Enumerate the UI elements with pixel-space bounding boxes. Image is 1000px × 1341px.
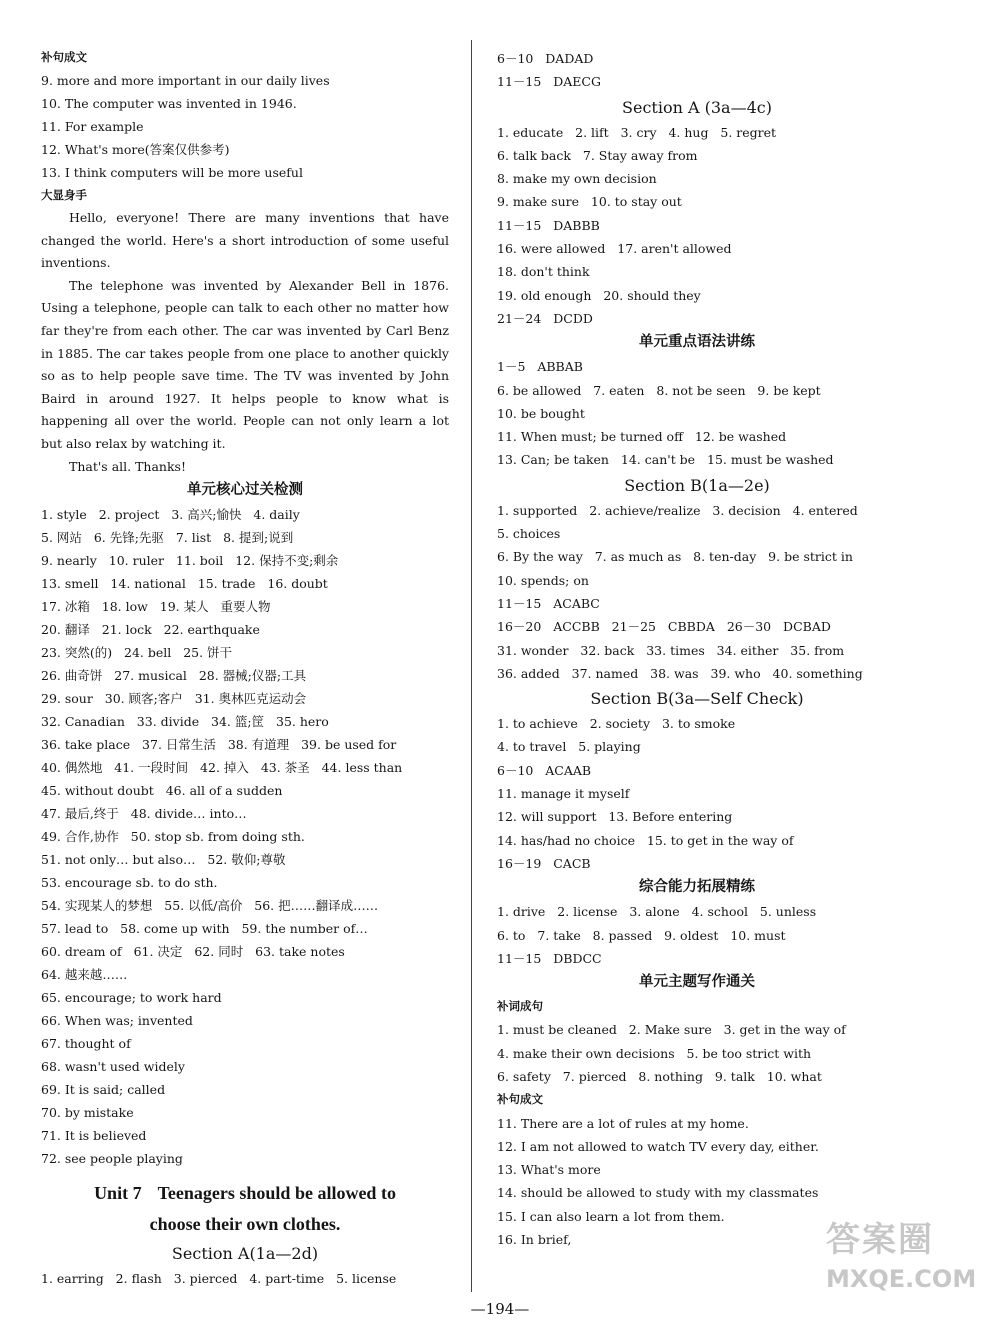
- unit-title: [41, 1178, 449, 1209]
- essay-paragraph: That's all. Thanks!: [69, 458, 186, 474]
- answer-line: 11. There are a lot of rules at my home.: [497, 1115, 749, 1131]
- right-column: [497, 47, 897, 1251]
- answer-line: 8. make my own decision: [497, 171, 657, 187]
- answer-line: 10. The computer was invented in 1946.: [41, 96, 297, 111]
- answer-line: 6. By the way 7. as much as 8. ten-day 9. be strict in: [497, 549, 853, 565]
- answer-line: 14. should be allowed to study with my classmates: [497, 1185, 819, 1201]
- answer-line: 69. It is said; called: [41, 1082, 166, 1098]
- section-heading: 单元核心过关检测: [187, 482, 303, 499]
- answer-line: 11. manage it myself: [497, 786, 630, 802]
- answer-line: 26. 曲奇饼 27. musical 28. 器械;仪器;工具: [41, 668, 307, 684]
- section-tag: 补句成文: [41, 50, 87, 64]
- answer-line: 12. What's more(答案仅供参考): [41, 142, 230, 157]
- answer-line: 16－19 CACB: [497, 855, 591, 871]
- answer-list: [41, 503, 449, 1170]
- answer-line: 9. more and more important in our daily lives: [41, 73, 330, 88]
- answer-line: 57. lead to 58. come up with 59. the number of…: [41, 921, 368, 937]
- answer-list: [497, 712, 897, 875]
- answer-line: 17. 冰箱 18. low 19. 某人 重要人物: [41, 599, 271, 615]
- answer-list: [41, 69, 449, 184]
- answer-line: 6. talk back 7. Stay away from: [497, 147, 698, 163]
- answer-line: 13. smell 14. national 15. trade 16. doubt: [41, 576, 328, 592]
- answer-line: 67. thought of: [41, 1036, 131, 1052]
- answer-line: 6. be allowed 7. eaten 8. not be seen 9. be kept: [497, 382, 821, 398]
- answer-line: 11. When must; be turned off 12. be washed: [497, 429, 787, 445]
- section-heading: Section B(3a—Self Check): [590, 689, 804, 709]
- answer-line: 31. wonder 32. back 33. times 34. either 35. from: [497, 642, 845, 658]
- answer-line: 45. without doubt 46. all of a sudden: [41, 783, 283, 799]
- answer-line: 5. 网站 6. 先锋;先驱 7. list 8. 提到;说到: [41, 530, 294, 546]
- answer-line: 1. earring 2. flash 3. pierced 4. part-time 5. license: [41, 1271, 397, 1287]
- answer-list: [497, 121, 897, 331]
- answer-line: 29. sour 30. 顾客;客户 31. 奥林匹克运动会: [41, 691, 307, 707]
- answer-line: 6. to 7. take 8. passed 9. oldest 10. must: [497, 927, 786, 943]
- answer-line: 12. I am not allowed to watch TV every day, either.: [497, 1138, 819, 1154]
- answer-line: 60. dream of 61. 决定 62. 同时 63. take notes: [41, 944, 345, 960]
- answer-line: 54. 实现某人的梦想 55. 以低/高价 56. 把……翻译成……: [41, 898, 379, 914]
- answer-line: 1－5 ABBAB: [497, 359, 583, 375]
- answer-line: 36. added 37. named 38. was 39. who 40. something: [497, 665, 863, 681]
- section-heading: 综合能力拓展精练: [639, 879, 755, 896]
- column-divider: [471, 40, 472, 1292]
- answer-line: 6－10 ACAAB: [497, 762, 592, 778]
- answer-line: 9. make sure 10. to stay out: [497, 194, 682, 210]
- answer-line: 21－24 DCDD: [497, 310, 593, 326]
- essay-paragraph: The telephone was invented by Alexander Bell in 1876. Using a telephone, people can talk to each other no matter how far they're from each other. The car was invented by Carl Benz in 1885. The car takes people from one place to another quickly so as to help people save time. The TV was invented by John Baird in around 1927. It helps people to know what is happening all over the world. People can not only learn a lot but also relax by watching it.: [41, 277, 449, 451]
- answer-line: 65. encourage; to work hard: [41, 990, 222, 1006]
- answer-line: 36. take place 37. 日常生活 38. 有道理 39. be used for: [41, 737, 397, 753]
- answer-line: 11－15 DABBB: [497, 217, 600, 233]
- answer-line: 1. educate 2. lift 3. cry 4. hug 5. regret: [497, 124, 777, 140]
- answer-line: 20. 翻译 21. lock 22. earthquake: [41, 622, 260, 638]
- answer-line: 68. wasn't used widely: [41, 1059, 185, 1075]
- answer-line: 16－20 ACCBB 21－25 CBBDA 26－30 DCBAD: [497, 619, 831, 635]
- answer-line: 13. What's more: [497, 1162, 601, 1178]
- answer-line: 14. has/had no choice 15. to get in the way of: [497, 832, 794, 848]
- answer-line: 11. For example: [41, 119, 144, 134]
- answer-line: 4. make their own decisions 5. be too strict with: [497, 1045, 812, 1061]
- answer-line: 13. I think computers will be more useful: [41, 165, 303, 180]
- answer-line: 1. must be cleaned 2. Make sure 3. get in the way of: [497, 1022, 846, 1038]
- answer-list: [497, 47, 897, 94]
- answer-line: 47. 最后,终于 48. divide… into…: [41, 806, 247, 822]
- answer-line: 1. to achieve 2. society 3. to smoke: [497, 716, 736, 732]
- section-heading: 单元主题写作通关: [639, 974, 755, 991]
- answer-line: 18. don't think: [497, 264, 590, 280]
- answer-list: [497, 1018, 897, 1088]
- answer-line: 16. were allowed 17. aren't allowed: [497, 241, 732, 257]
- answer-line: 51. not only… but also… 52. 敬仰;尊敬: [41, 852, 286, 868]
- answer-list: [497, 355, 897, 471]
- section-tag: 大显身手: [41, 188, 87, 202]
- answer-line: 71. It is believed: [41, 1128, 147, 1144]
- section-heading: 单元重点语法讲练: [639, 334, 755, 351]
- page-number: —194—: [470, 1300, 530, 1318]
- watermark-logo: [826, 1212, 988, 1332]
- answer-list: [497, 900, 897, 970]
- answer-line: 23. 突然(的) 24. bell 25. 饼干: [41, 645, 233, 661]
- answer-line: 11－15 DBDCC: [497, 950, 602, 966]
- answer-line: 1. style 2. project 3. 高兴;愉快 4. daily: [41, 507, 300, 523]
- section-heading: Section A (3a—4c): [622, 97, 772, 117]
- section-tag: 补句成文: [497, 1092, 543, 1107]
- answer-line: 13. Can; be taken 14. can't be 15. must be washed: [497, 452, 834, 468]
- answer-line: 10. be bought: [497, 405, 585, 421]
- answer-line: 11－15 ACABC: [497, 595, 600, 611]
- left-column: [41, 46, 449, 1290]
- answer-line: 66. When was; invented: [41, 1013, 193, 1029]
- answer-line: 9. nearly 10. ruler 11. boil 12. 保持不变;剩余: [41, 553, 339, 569]
- answer-line: 11－15 DAECG: [497, 74, 601, 90]
- answer-line: 6. safety 7. pierced 8. nothing 9. talk 10. what: [497, 1068, 822, 1084]
- watermark-text: 答案圈: [826, 1220, 934, 1260]
- answer-line: 6－10 DADAD: [497, 51, 594, 66]
- section-heading: Section B(1a—2e): [624, 475, 770, 495]
- essay-paragraph: Hello, everyone! There are many inventions that have changed the world. Here's a short introduction of some useful inventions.: [41, 210, 449, 271]
- section-tag: 补词成句: [497, 999, 543, 1014]
- answer-line: 1. drive 2. license 3. alone 4. school 5. unless: [497, 904, 817, 920]
- answer-line: 12. will support 13. Before entering: [497, 809, 733, 825]
- section-heading: Section A(1a—2d): [171, 1244, 319, 1264]
- answer-line: 1. supported 2. achieve/realize 3. decision 4. entered: [497, 502, 858, 518]
- answer-line: 64. 越来越……: [41, 967, 128, 983]
- answer-line: 16. In brief,: [497, 1232, 572, 1248]
- answer-line: 19. old enough 20. should they: [497, 287, 701, 303]
- answer-line: 32. Canadian 33. divide 34. 篮;筐 35. hero: [41, 714, 329, 730]
- answer-line: 72. see people playing: [41, 1151, 183, 1167]
- unit-number: Unit 7: [94, 1183, 142, 1204]
- answer-line: 4. to travel 5. playing: [497, 739, 641, 755]
- answer-list: [497, 499, 897, 685]
- unit-title-line: choose their own clothes.: [149, 1214, 341, 1235]
- answer-line: 5. choices: [497, 526, 561, 542]
- unit-title-line: Teenagers should be allowed to: [157, 1183, 396, 1204]
- answer-line: 49. 合作,协作 50. stop sb. from doing sth.: [41, 829, 305, 845]
- watermark-url: MXQE.COM: [826, 1265, 977, 1293]
- answer-line: 15. I can also learn a lot from them.: [497, 1208, 725, 1224]
- answer-line: 10. spends; on: [497, 572, 589, 588]
- answer-line: 40. 偶然地 41. 一段时间 42. 掉入 43. 茶圣 44. less than: [41, 760, 403, 776]
- answer-list: [41, 1267, 449, 1290]
- answer-line: 53. encourage sb. to do sth.: [41, 875, 218, 891]
- answer-line: 70. by mistake: [41, 1105, 134, 1121]
